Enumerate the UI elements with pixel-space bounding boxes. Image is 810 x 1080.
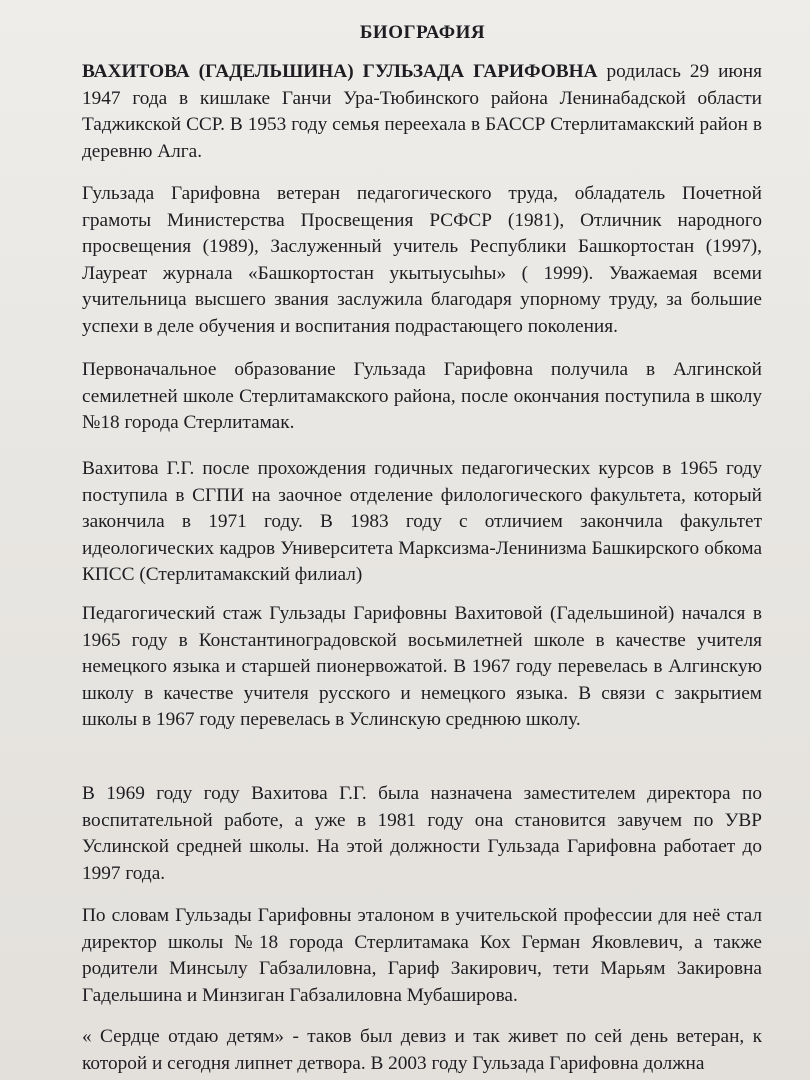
intro-text: родилась 29 июня 1947 года в кишлаке Ганчи Ура-Тюбинского района Ленинабадской области Таджикской ССР. В 1953 году семья переехала в БАССР Стерлитамакский район в деревню Алга. — [82, 61, 762, 162]
document-title: БИОГРАФИЯ — [359, 22, 486, 43]
paragraph-early-education: Первоначальное образование Гульзада Гарифовна получила в Алгинской семилетней школе Стерлитамакского района, после окончания поступила в школу №18 города Стерлитамак. — [82, 359, 762, 433]
intro-paragraph — [82, 59, 762, 165]
paragraph-motto: « Сердце отдаю детям» - таков был девиз и так живет по сей день ветеран, к которой и сегодня липнет детвора. В 2003 году Гульзада Гарифовна должна — [82, 1026, 762, 1074]
paragraph-role-models: По словам Гульзады Гарифовны эталоном в учительской профессии для неё стал директор школы №18 города Стерлитамака Кох Герман Яковлевич, а также родители Минсылу Габзалиловна, Гариф Закирович, тети Марьям Закировна Гадельшина и Минзиган Габзалиловна Мубаширова. — [82, 905, 762, 1006]
paragraph-teaching-career: Педагогический стаж Гульзады Гарифовны Вахитовой (Гадельшиной) начался в 1965 году в Константиноградовской восьмилетней школе в качестве учителя немецкого языка и старшей пионервожатой. В 1967 году перевелась в Алгинскую школу в качестве учителя русского и немецкого языка. В связи с закрытием школы в 1967 году перевелась в Услинскую среднюю школу. — [82, 603, 762, 730]
paragraph-deputy-director: В 1969 году году Вахитова Г.Г. была назначена заместителем директора по воспитательной работе, а уже в 1981 году она становится завучем по УВР Услинской средней школы. На этой должности Гульзада Гарифовна работает до 1997 года. — [82, 783, 762, 884]
paragraph-higher-education: Вахитова Г.Г. после прохождения годичных педагогических курсов в 1965 году поступила в СГПИ на заочное отделение филологического факультета, который закончила в 1971 году. В 1983 году с отличием закончила факультет идеологических кадров Университета Марксизма-Ленинизма Башкирского обкома КПСС (Стерлитамакский филиал) — [82, 458, 762, 585]
paragraph-awards: Гульзада Гарифовна ветеран педагогического труда, обладатель Почетной грамоты Министерства Просвещения РСФСР (1981), Отличник народного просвещения (1989), Заслуженный учитель Республики Башкортостан (1997), Лауреат журнала «Башкортостан укытыусыhы» ( 1999). Уважаемая всеми учительница высшего звания заслужила благодаря упорному труду, за большие успехи в деле обучения и воспитания подрастающего поколения. — [82, 183, 762, 337]
person-name: ВАХИТОВА (ГАДЕЛЬШИНА) ГУЛЬЗАДА ГАРИФОВНА — [82, 61, 598, 82]
